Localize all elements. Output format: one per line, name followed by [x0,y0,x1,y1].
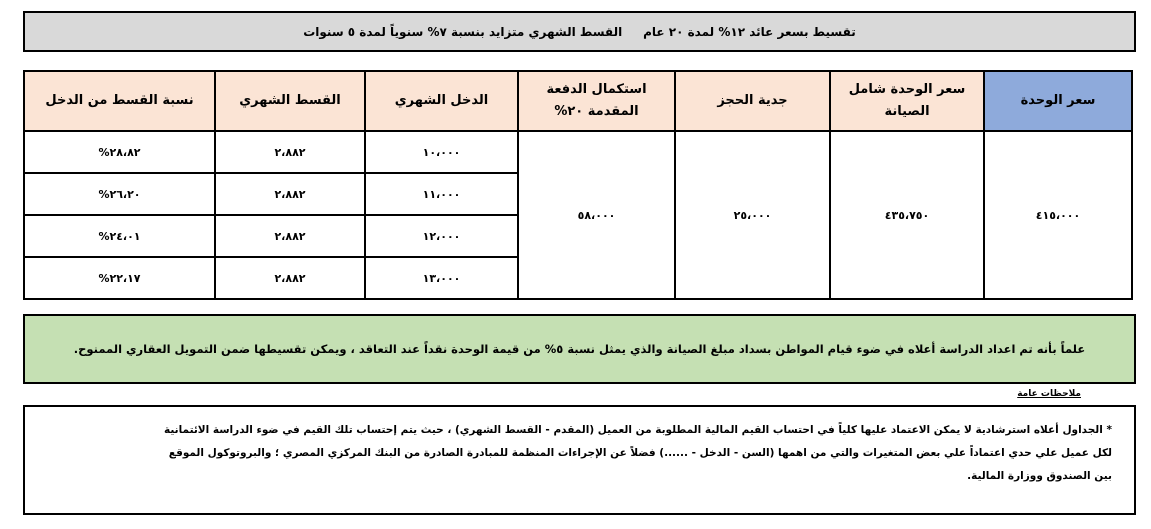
header-monthly-income: الدخل الشهري [365,71,518,131]
cell-unit-price-incl-maintenance: ٤٣٥،٧٥٠ [830,131,984,299]
disclaimer-box [23,405,1136,515]
header-unit-price-incl-maintenance: سعر الوحدة شامل الصيانة [830,71,984,131]
installment-table [23,70,1133,300]
header-monthly-installment: القسط الشهري [215,71,365,131]
cell-ratio: ٢٢،١٧% [24,257,215,299]
cell-ratio: ٢٦،٢٠% [24,173,215,215]
cell-monthly-income: ١٣،٠٠٠ [365,257,518,299]
cell-booking-deposit: ٢٥،٠٠٠ [675,131,830,299]
cell-monthly-installment: ٢،٨٨٢ [215,131,365,173]
disclaimer-line: * الجداول أعلاه استرشادية لا يمكن الاعتماد عليها كلياً في احتساب القيم المالية المطلوبة من العميل (المقدم - القسط الشهري) ، حيث يتم إحتساب تلك القيم في ضوء الدراسة الائتمانية [163,424,1112,436]
cell-unit-price: ٤١٥،٠٠٠ [984,131,1132,299]
header-booking-deposit: جدية الحجز [675,71,830,131]
general-notes-heading: ملاحظات عامة [1017,389,1081,399]
cell-monthly-income: ١٢،٠٠٠ [365,215,518,257]
cell-monthly-installment: ٢،٨٨٢ [215,257,365,299]
header-installment-ratio: نسبة القسط من الدخل [24,71,215,131]
title-text: تقسيط بسعر عائد ١٢% لمدة ٢٠ عام القسط الشهري متزايد بنسبة ٧% سنوياً لمدة ٥ سنوات [303,24,856,39]
cell-ratio: ٢٤،٠١% [24,215,215,257]
table-row [24,131,1132,173]
title-banner [23,11,1136,52]
cell-ratio: ٢٨،٨٢% [24,131,215,173]
cell-monthly-income: ١١،٠٠٠ [365,173,518,215]
disclaimer-line: بين الصندوق ووزارة المالية. [967,470,1112,482]
cell-monthly-income: ١٠،٠٠٠ [365,131,518,173]
maintenance-note-text: علماً بأنه تم اعداد الدراسة أعلاه في ضوء قيام المواطن بسداد مبلغ الصيانة والذي يمثل نسبة ٥% من قيمة الوحدة نقداً عند التعاقد ، ويمكن تقسيطها ضمن التمويل العقاري الممنوح. [73,342,1086,356]
table-header-row [24,71,1132,131]
cell-monthly-installment: ٢،٨٨٢ [215,215,365,257]
cell-monthly-installment: ٢،٨٨٢ [215,173,365,215]
header-down-payment-completion: استكمال الدفعة المقدمة ٢٠% [518,71,675,131]
header-unit-price: سعر الوحدة [984,71,1132,131]
disclaimer-line: لكل عميل علي حدي اعتماداً علي بعض المتغيرات والتي من اهمها (السن - الدخل - ......) فضلاً عن الإجراءات المنظمة للمبادرة الصادرة من البنك المركزي المصري ؛ والبروتوكول الموقع [168,447,1112,459]
cell-down-payment-completion: ٥٨،٠٠٠ [518,131,675,299]
maintenance-note [23,314,1136,384]
